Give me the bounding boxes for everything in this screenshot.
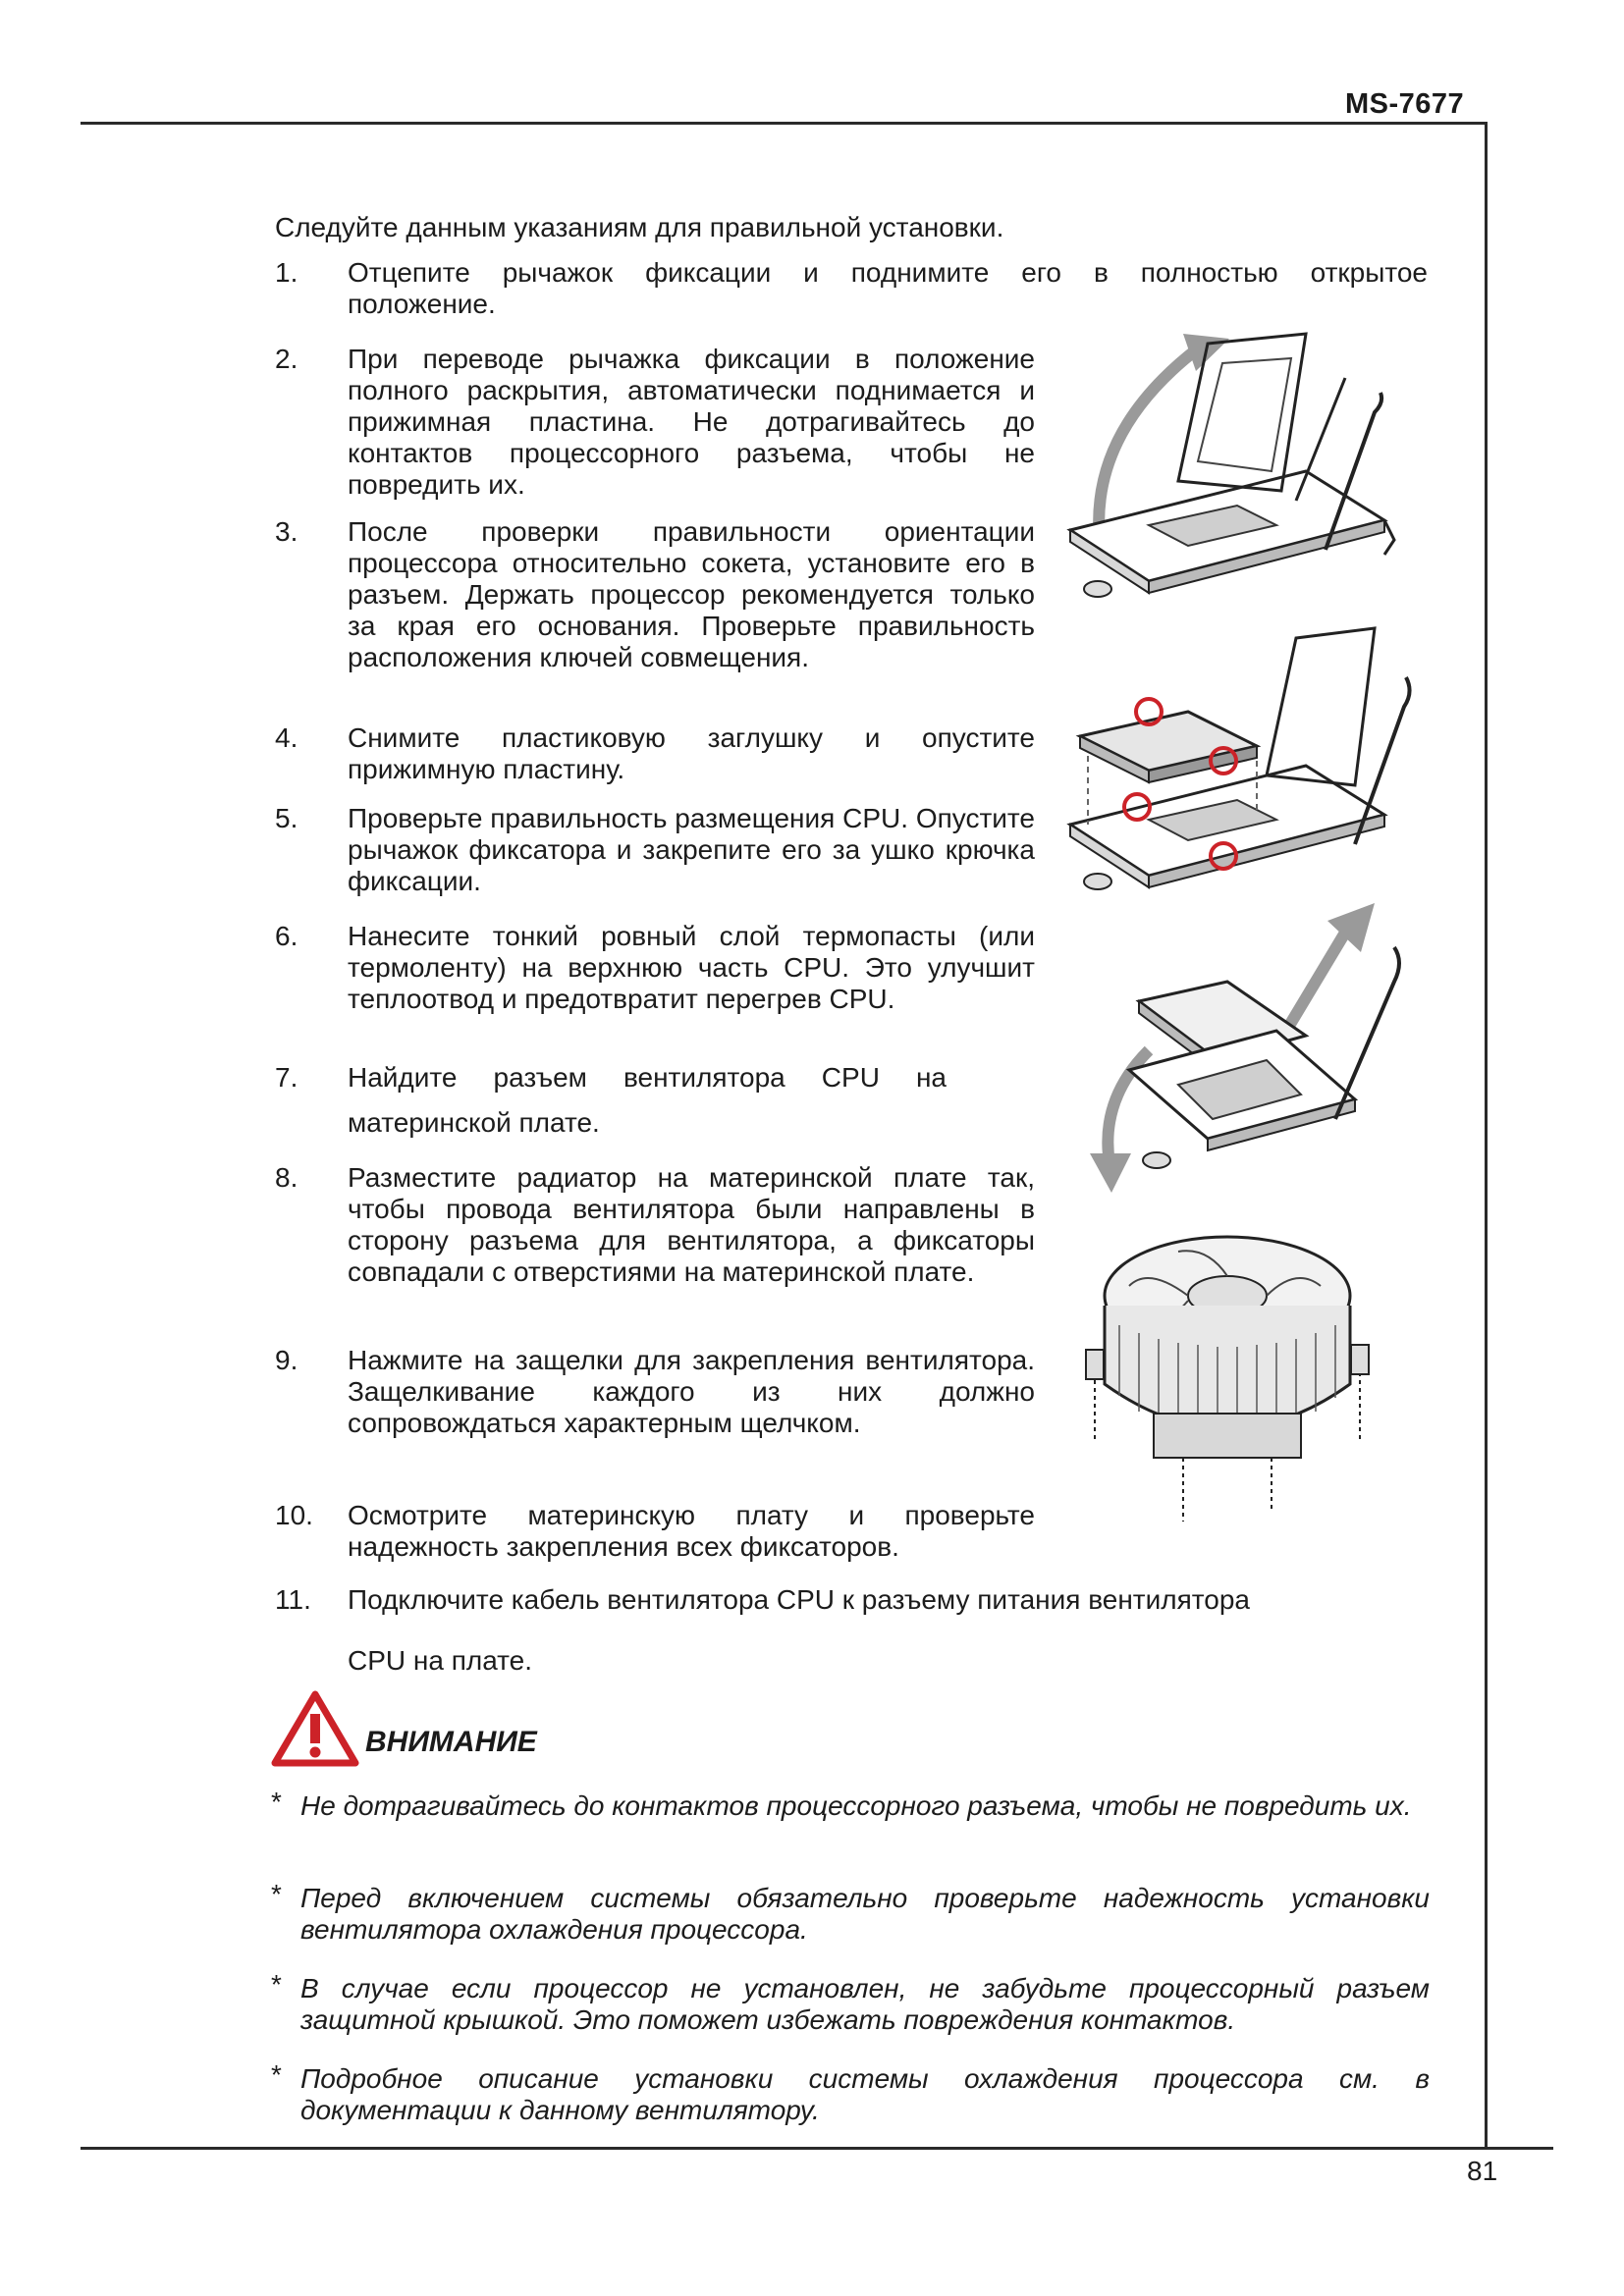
step-text: После проверки правильности ориентации процессора относительно сокета, установите его в разъем. Держать процессор рекомендуется только за края его основания. Проверьте правильность расположения ключей совмещения.	[348, 516, 1035, 672]
warning-title: ВНИМАНИЕ	[365, 1726, 537, 1758]
step-number: 7.	[275, 1062, 298, 1093]
step-1	[275, 257, 1434, 326]
step-text: При переводе рычажка фиксации в положение полного раскрытия, автоматически поднимается и прижимная пластина. Не дотрагивайтесь до контактов процессорного разъема, чтобы не повредить их.	[348, 344, 1035, 500]
illustration-cpu-insert	[1060, 618, 1434, 903]
top-rule	[81, 122, 1487, 125]
step-text: Проверьте правильность размещения CPU. Опустите рычажок фиксатора и закрепите его за ушко крючка фиксации.	[348, 803, 1035, 896]
step-text: Отцепите рычажок фиксации и поднимите его в полностью открытое	[348, 257, 1428, 288]
step-number: 9.	[275, 1345, 298, 1375]
step-number: 6.	[275, 921, 298, 951]
warning-triangle-icon	[271, 1690, 359, 1767]
warning-note-text: В случае если процессор не установлен, не забудьте процессорный разъем защитной крышкой. Это поможет избежать повреждения контактов.	[300, 1973, 1430, 2035]
step-text-cont: CPU на плате.	[348, 1645, 533, 1676]
page-number: 81	[1467, 2156, 1498, 2186]
model-label: MS-7677	[1345, 88, 1465, 120]
step-text: Нанесите тонкий ровный слой термопасты (или термоленту) на верхнюю часть CPU. Это улучшит теплоотвод и предотвратит перегрев CPU.	[348, 921, 1035, 1014]
right-rule	[1485, 122, 1488, 2149]
step-number: 8.	[275, 1162, 298, 1193]
step-number: 11.	[275, 1584, 311, 1615]
warning-note-text: Перед включением системы обязательно проверьте надежность установки вентилятора охлаждения процессора.	[300, 1883, 1430, 1945]
warning-note-text: Не дотрагивайтесь до контактов процессорного разъема, чтобы не повредить их.	[300, 1790, 1412, 1821]
illustration-lever-open	[1060, 324, 1434, 609]
bottom-rule	[81, 2147, 1553, 2150]
step-text: Осмотрите материнскую плату и проверьте надежность закрепления всех фиксаторов.	[348, 1500, 1035, 1562]
step-number: 2.	[275, 344, 298, 374]
illustration-load-plate	[1060, 903, 1434, 1198]
step-text: Снимите пластиковую заглушку и опустите прижимную пластину.	[348, 722, 1035, 784]
step-number: 10.	[275, 1500, 313, 1530]
step-text: Разместите радиатор на материнской плате так, чтобы провода вентилятора были направлены в сторону разъема для вентилятора, а фиксаторы совпадали с отверстиями на материнской плате.	[348, 1162, 1035, 1287]
step-text: Нажмите на защелки для закрепления вентилятора. Защелкивание каждого из них должно сопровождаться характерным щелчком.	[348, 1345, 1035, 1438]
step-text-cont: положение.	[348, 289, 496, 319]
intro-text: Следуйте данным указаниям для правильной установки.	[275, 212, 1004, 242]
step-number: 1.	[275, 257, 298, 288]
step-number: 4.	[275, 722, 298, 753]
step-number: 3.	[275, 516, 298, 547]
illustration-cooler	[1060, 1217, 1434, 1531]
warning-note-text: Подробное описание установки системы охлаждения процессора см. в документации к данному вентилятору.	[300, 2063, 1430, 2125]
step-text: Подключите кабель вентилятора CPU к разъему питания вентилятора	[348, 1584, 1250, 1615]
step-text: Найдите разъем вентилятора CPU на материнской плате.	[348, 1062, 947, 1138]
step-number: 5.	[275, 803, 298, 833]
